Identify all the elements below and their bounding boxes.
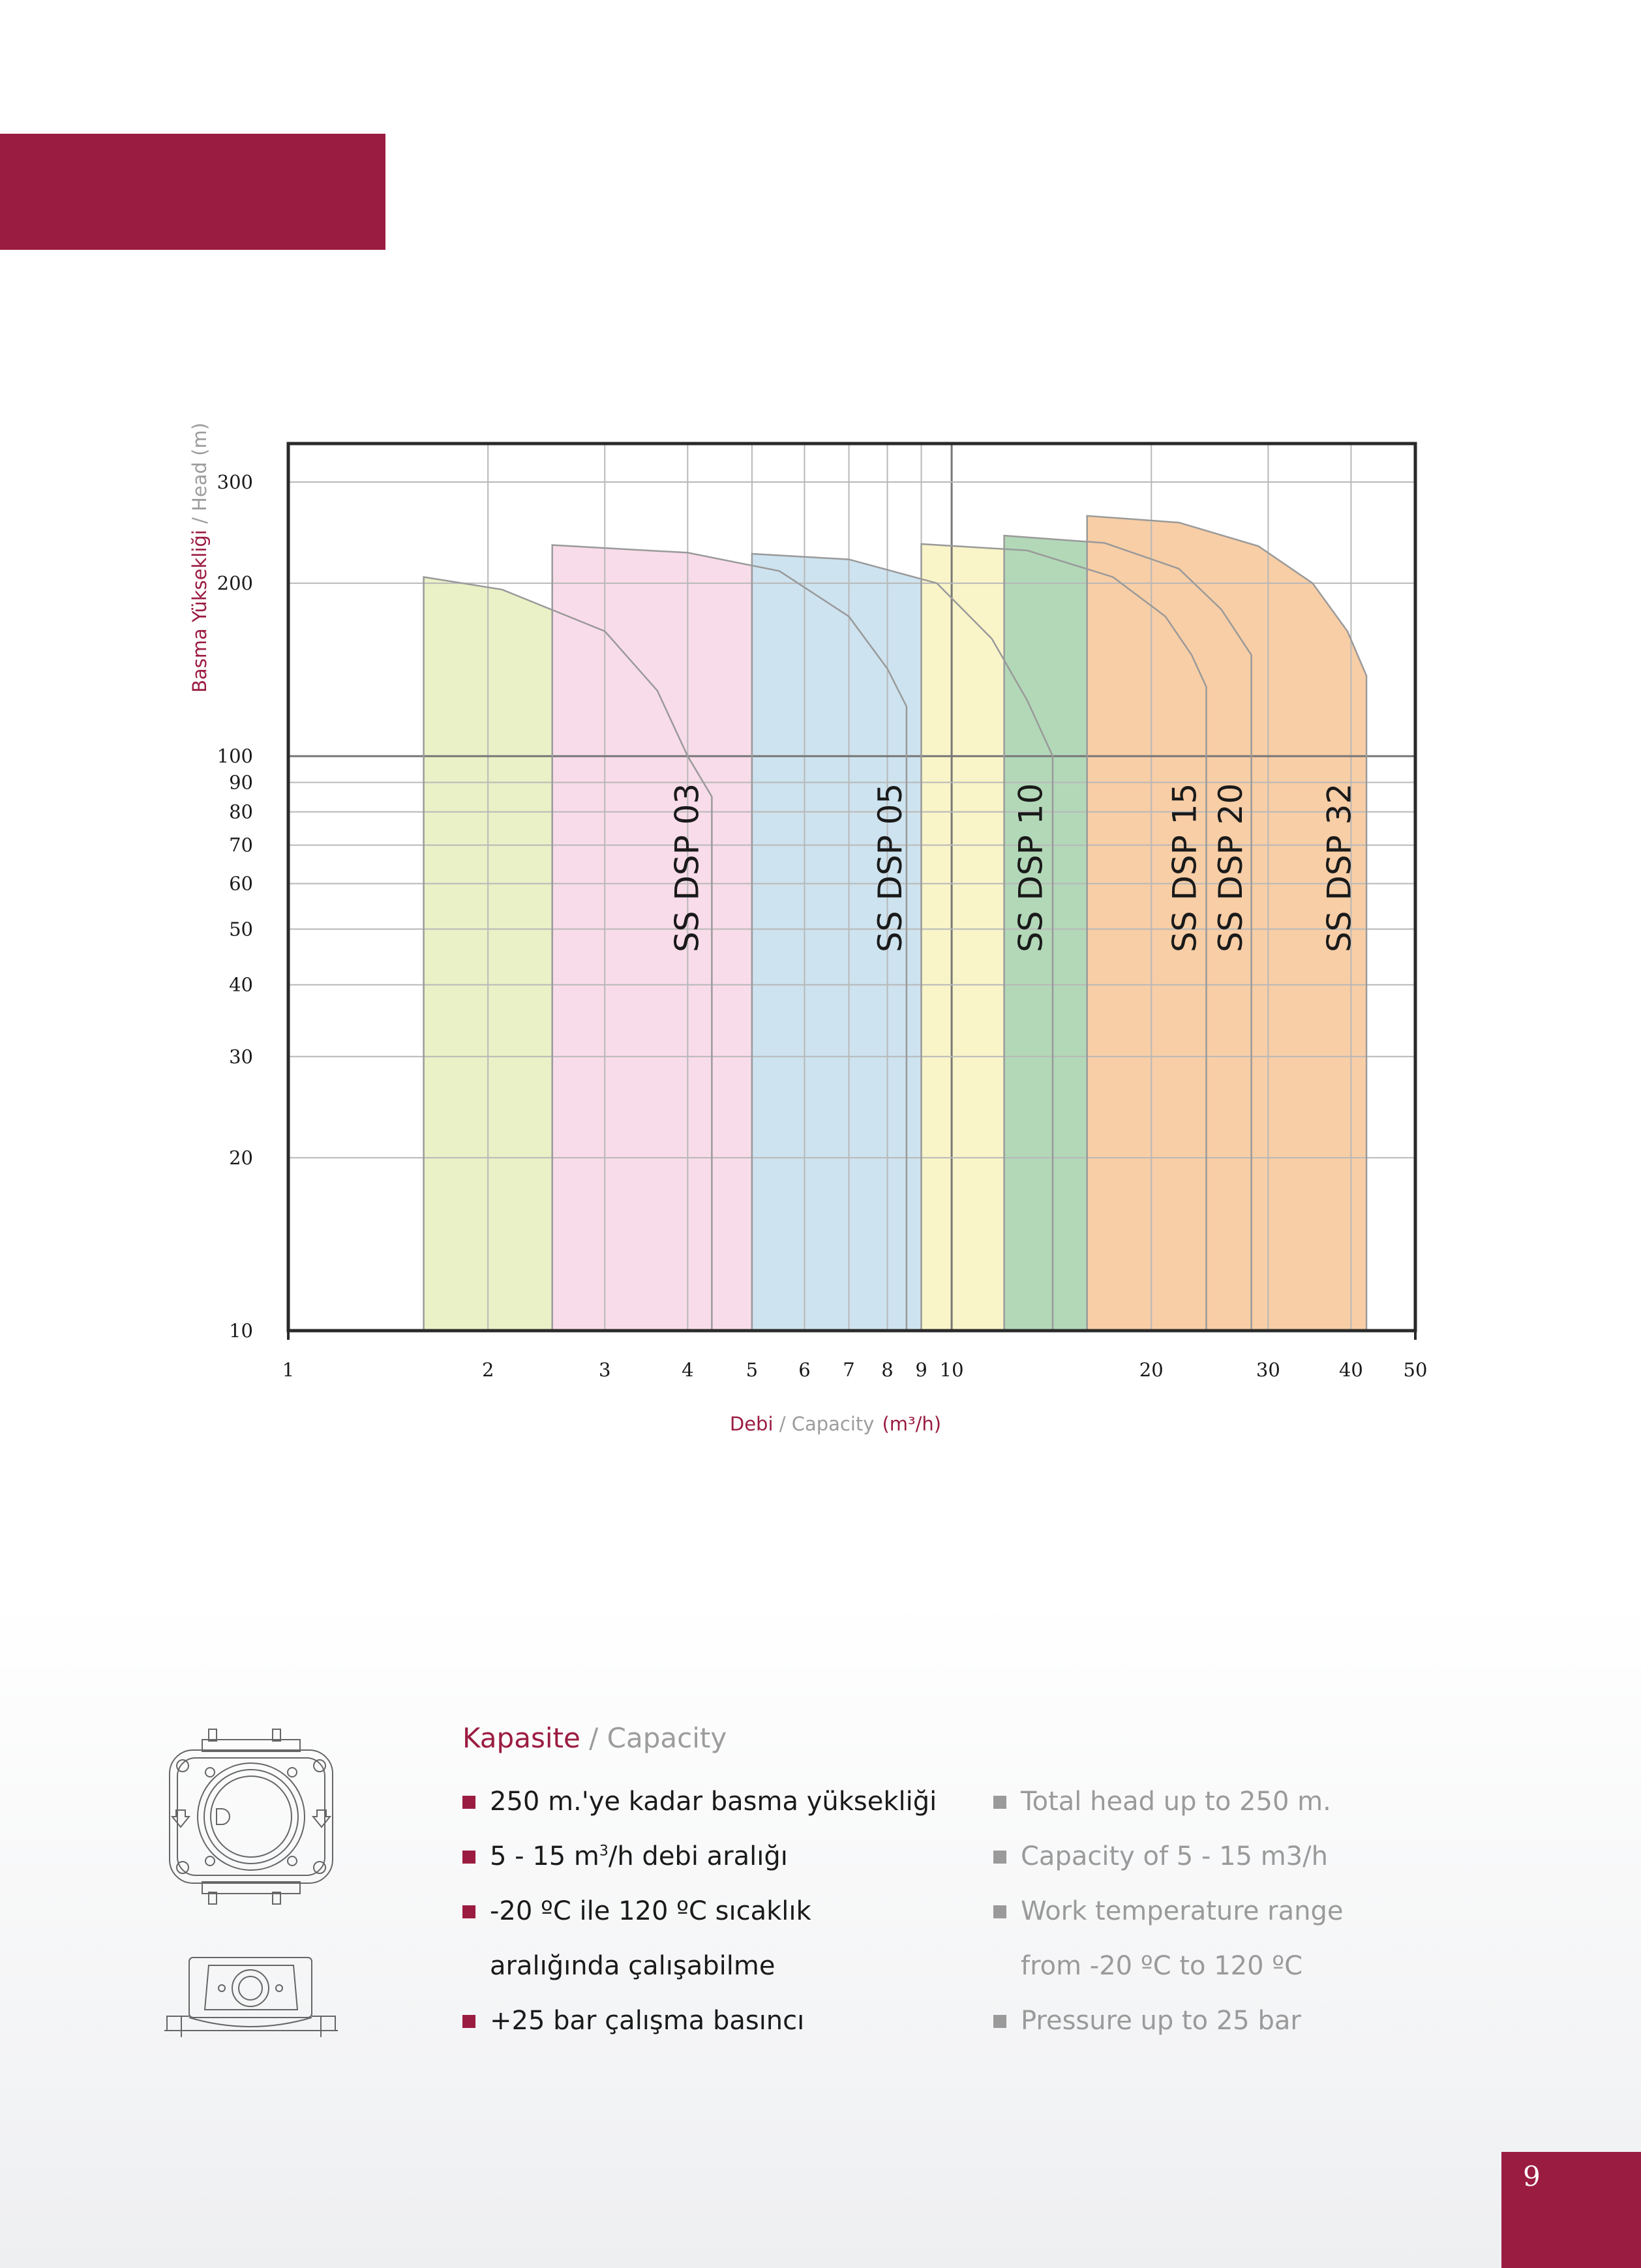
y-tick-label-7: 80 [229, 800, 253, 823]
x-tick-label-3: 4 [682, 1359, 694, 1381]
list-item [462, 1774, 937, 1829]
y-tick-labels [217, 471, 253, 1342]
capacity-list-english [993, 1774, 1343, 2048]
series-label-4: SS DSP 20 [1211, 783, 1250, 952]
capacity-title-sep: / [580, 1722, 607, 1754]
x-tick-label-4: 5 [745, 1359, 759, 1381]
item-pressure-tr: +25 bar çalışma basıncı [490, 2006, 805, 2036]
x-tick-label-9: 10 [939, 1359, 964, 1381]
y-tick-label-6: 70 [229, 834, 253, 856]
y-axis-label-tr: Basma Yüksekliği [188, 530, 211, 693]
series-label-0: SS DSP 03 [668, 783, 706, 952]
list-item-continuation [462, 1939, 937, 1993]
capacity-list-turkish [462, 1774, 937, 2048]
y-tick-label-0: 10 [229, 1320, 253, 1342]
item-temp-en-2: from -20 ºC to 120 ºC [1021, 1951, 1303, 1981]
pump-side-view-drawing [163, 1954, 339, 2045]
y-tick-label-4: 50 [229, 918, 253, 941]
series-label-1: SS DSP 05 [871, 783, 909, 952]
x-tick-label-1: 2 [481, 1359, 494, 1381]
y-tick-label-10: 200 [217, 572, 253, 595]
y-axis-label-sep: / [188, 511, 211, 530]
item-capacity-tr-sup: 3 [599, 1843, 609, 1860]
bullet-square-icon [462, 1796, 475, 1809]
capacity-title [462, 1722, 727, 1754]
item-head-tr: 250 m.'ye kadar basma yüksekliği [490, 1787, 937, 1817]
x-tick-label-10: 20 [1139, 1359, 1164, 1381]
capacity-title-en: Capacity [607, 1722, 727, 1754]
x-axis-label-en: Capacity [791, 1413, 875, 1435]
x-axis-label-sep: / [773, 1413, 792, 1435]
list-item [993, 1829, 1343, 1884]
list-item [993, 1993, 1343, 2048]
x-tick-label-6: 7 [843, 1359, 855, 1381]
item-head-en: Total head up to 250 m. [1021, 1787, 1331, 1817]
y-tick-label-1: 20 [229, 1146, 253, 1169]
x-tick-label-2: 3 [599, 1359, 611, 1381]
bullet-square-icon [993, 1905, 1006, 1918]
x-tick-label-0: 1 [282, 1359, 295, 1381]
capacity-title-tr: Kapasite [462, 1722, 580, 1754]
y-axis-label-en: Head (m) [188, 422, 211, 511]
series-label-2: SS DSP 10 [1012, 783, 1050, 952]
series-label-3: SS DSP 15 [1166, 783, 1204, 952]
item-capacity-en: Capacity of 5 - 15 m3/h [1021, 1841, 1328, 1871]
x-tick-label-7: 8 [881, 1359, 894, 1381]
series-label-5: SS DSP 32 [1320, 783, 1359, 952]
list-item [462, 1884, 937, 1939]
item-capacity-tr-post: /h debi aralığı [608, 1841, 788, 1871]
item-pressure-en: Pressure up to 25 bar [1021, 2006, 1301, 2036]
bullet-square-icon [993, 2015, 1006, 2028]
x-axis-label [730, 1413, 941, 1435]
item-temp-tr-1: -20 ºC ile 120 ºC sıcaklık [490, 1896, 811, 1926]
list-item [993, 1774, 1343, 1829]
item-temp-tr-2: aralığında çalışabilme [490, 1951, 775, 1981]
pump-top-view-drawing [163, 1725, 339, 1908]
x-tick-labels [282, 1331, 1428, 1381]
y-tick-label-3: 40 [229, 973, 253, 996]
list-item [462, 1993, 937, 2048]
x-tick-label-12: 40 [1338, 1359, 1363, 1381]
bullet-square-icon [462, 2015, 475, 2028]
y-tick-label-2: 30 [229, 1045, 253, 1068]
bullet-square-icon [993, 1796, 1006, 1809]
x-axis-label-tr: Debi [729, 1413, 774, 1435]
x-tick-label-5: 6 [798, 1359, 811, 1381]
y-tick-label-8: 90 [229, 771, 253, 794]
list-item-continuation [993, 1939, 1343, 1993]
y-tick-label-5: 60 [229, 872, 253, 895]
bullet-square-icon [462, 1851, 475, 1864]
x-tick-label-8: 9 [915, 1359, 927, 1381]
bullet-square-icon [993, 1851, 1006, 1864]
list-item [462, 1829, 937, 1884]
x-tick-label-13: 50 [1403, 1359, 1428, 1381]
y-tick-label-11: 300 [217, 470, 253, 493]
x-axis-label-unit: (m³/h) [882, 1413, 942, 1435]
y-tick-label-9: 100 [217, 745, 253, 768]
item-temp-en-1: Work temperature range [1021, 1896, 1344, 1926]
list-item [993, 1884, 1343, 1939]
item-capacity-tr-pre: 5 - 15 m [490, 1841, 599, 1871]
y-axis-label [188, 423, 211, 693]
x-tick-label-11: 30 [1256, 1359, 1280, 1381]
page-number: 9 [1523, 2160, 1541, 2192]
bullet-square-icon [462, 1905, 475, 1918]
